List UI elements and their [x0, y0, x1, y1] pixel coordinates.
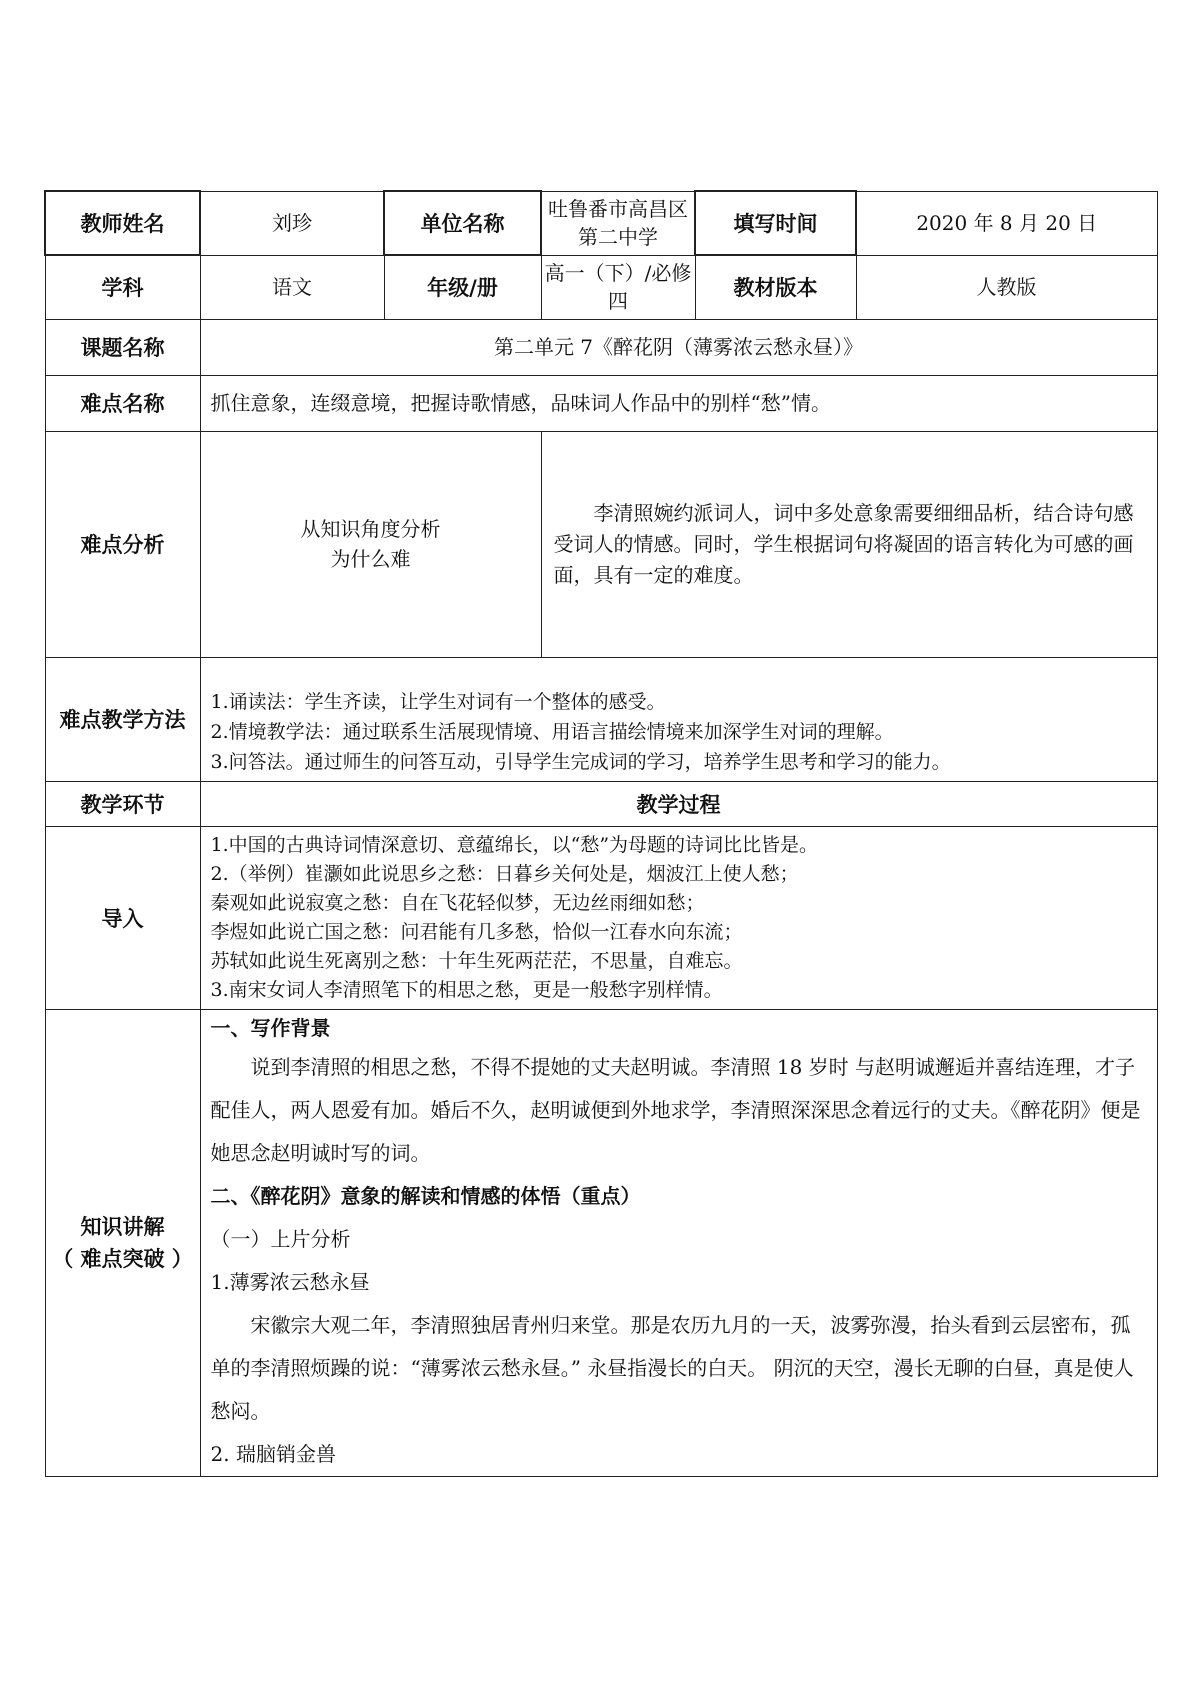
background-paragraph: 说到李清照的相思之愁，不得不提她的丈夫赵明诚。李清照 18 岁时 与赵明诚邂逅并喜结连理，才子配佳人，两人恩爱有加。婚后不久，赵明诚便到外地求学，李清照深深思念着远行的丈夫。《醉花阴》便是她思念赵明诚时写的词。 — [210, 1054, 1141, 1165]
subject-label: 学科 — [45, 255, 200, 319]
subject: 语文 — [200, 255, 384, 319]
unit-label: 单位名称 — [384, 191, 541, 255]
teacher-label: 教师姓名 — [45, 191, 200, 255]
unit-name — [541, 191, 695, 255]
method-item: 1.诵读法：学生齐读，让学生对词有一个整体的感受。 — [210, 690, 666, 713]
process-title: 教学过程 — [200, 781, 1157, 826]
intro-line: 1.中国的古典诗词情深意切、意蕴绵长，以“愁”为母题的诗词比比皆是。 — [210, 833, 819, 856]
methods-label: 难点教学方法 — [45, 657, 200, 781]
analysis-sub-label-line-1: 从知识角度分析 — [300, 517, 441, 541]
intro-label: 导入 — [45, 826, 200, 1009]
section-heading-imagery: 二、《醉花阴》意象的解读和情感的体悟（重点） — [210, 1183, 641, 1208]
item-heading: 2. 瑞脑销金兽 — [210, 1441, 336, 1466]
edition: 人教版 — [856, 255, 1157, 319]
intro-line: 秦观如此说寂寞之愁：自在飞花轻似梦，无边丝雨细如愁； — [210, 891, 705, 914]
knowledge-label-line-2: （ 难点突破 ） — [52, 1246, 193, 1271]
edition-label: 教材版本 — [695, 255, 856, 319]
method-item: 3.问答法。通过师生的问答互动，引导学生完成词的学习，培养学生思考和学习的能力。 — [210, 750, 951, 773]
method-item: 2.情境教学法：通过联系生活展现情境、用语言描绘情境来加深学生对词的理解。 — [210, 720, 894, 743]
item-heading: 1.薄雾浓云愁永昼 — [210, 1269, 370, 1294]
section-heading-background: 一、写作背景 — [210, 1015, 331, 1040]
intro-line: 李煜如此说亡国之愁：问君能有几多愁，恰似一江春水向东流； — [210, 920, 743, 943]
knowledge-label — [45, 1009, 200, 1476]
grade-line-1: 高一（下）/必修 — [544, 261, 692, 285]
lesson-plan-table — [44, 190, 1158, 1477]
analysis-sub-label-line-2: 为什么难 — [330, 547, 411, 571]
topic-label: 课题名称 — [45, 319, 200, 375]
intro-line: 3.南宋女词人李清照笔下的相思之愁，更是一般愁字别样情。 — [210, 978, 723, 1001]
topic-value: 第二单元 7《醉花阴（薄雾浓云愁永昼）》 — [200, 319, 1157, 375]
knowledge-content — [200, 1009, 1157, 1476]
unit-line-2: 第二中学 — [578, 225, 658, 249]
unit-line-1: 吐鲁番市高昌区 — [548, 197, 688, 221]
subsection-heading: （一）上片分析 — [210, 1226, 351, 1251]
knowledge-label-line-1: 知识讲解 — [80, 1214, 165, 1239]
fill-date: 2020 年 8 月 20 日 — [856, 191, 1157, 255]
intro-content — [200, 826, 1157, 1009]
difficulty-value: 抓住意象，连缀意境，把握诗歌情感，品味词人作品中的别样“愁”情。 — [200, 375, 1157, 431]
teacher-name: 刘珍 — [200, 191, 384, 255]
date-label: 填写时间 — [695, 191, 856, 255]
analysis-paragraph: 宋徽宗大观二年，李清照独居青州归来堂。那是农历九月的一天，波雾弥漫，抬头看到云层密布，孤单的李清照烦躁的说：“薄雾浓云愁永昼。” 永昼指漫长的白天。 阴沉的天空，漫长无聊的白昼，真是使人愁闷。 — [210, 1312, 1134, 1423]
difficulty-label: 难点名称 — [45, 375, 200, 431]
analysis-label: 难点分析 — [45, 431, 200, 657]
grade-label: 年级/册 — [384, 255, 541, 319]
analysis-text: 李清照婉约派词人，词中多处意象需要细细品析，结合诗句感受词人的情感。同时，学生根据词句将凝固的语言转化为可感的画面，具有一定的难度。 — [541, 431, 1157, 657]
grade — [541, 255, 695, 319]
analysis-sub-label — [200, 431, 541, 657]
intro-line: 2.（举例）崔灏如此说思乡之愁：日暮乡关何处是，烟波江上使人愁； — [210, 862, 799, 885]
process-label: 教学环节 — [45, 781, 200, 826]
methods-list — [200, 657, 1157, 781]
intro-line: 苏轼如此说生死离别之愁：十年生死两茫茫，不思量，自难忘。 — [210, 949, 743, 972]
grade-line-2: 四 — [608, 289, 628, 313]
